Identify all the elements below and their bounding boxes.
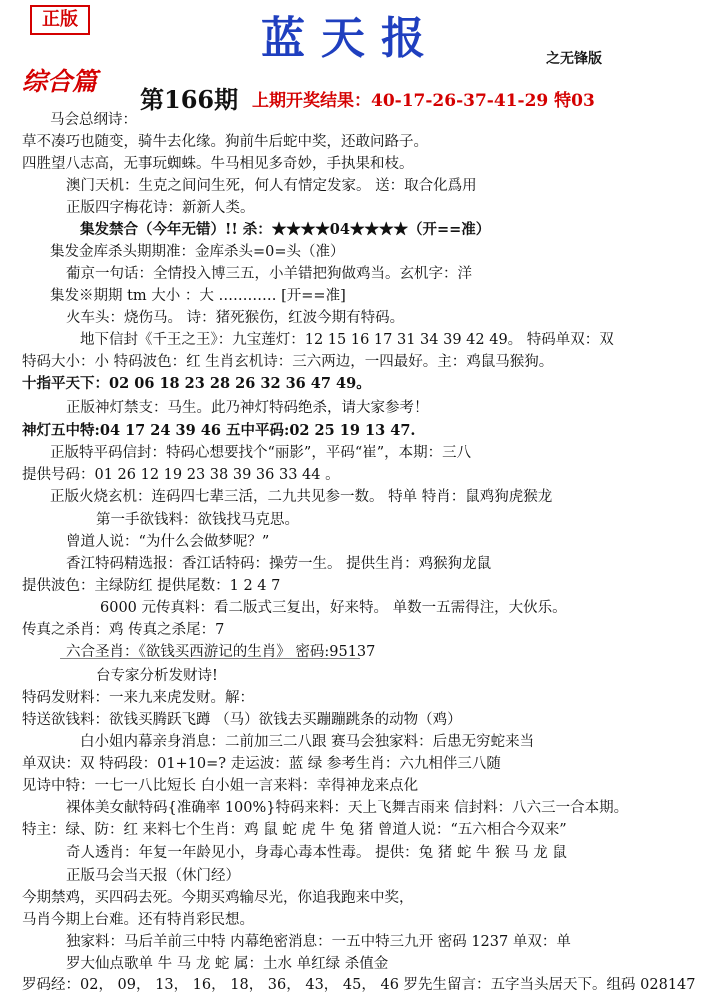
text-line: 台专家分析发财诗! [96, 668, 218, 684]
text-line: 马会总纲诗： [50, 112, 137, 128]
text-line: 澳门天机：生克之间问生死，何人有情定发家。 送：取合化爲用 [66, 178, 477, 194]
divider [60, 658, 360, 659]
text-line: 提供号码：01 26 12 19 23 38 39 36 33 44 。 [22, 467, 340, 483]
issue-number: 第166期 [140, 85, 239, 114]
text-line: 地下信封《千王之王》：九宝莲灯：12 15 16 17 31 34 39 42 49。 特码单双：双 [80, 332, 614, 348]
text-line: 罗码经：02， 09， 13， 16， 18， 36， 43， 45， 46 罗先生留言：五字当头居天下。组码 028147 [22, 977, 696, 993]
text-line: 提供波色：主绿防红 提供尾数：1 2 4 7 [22, 578, 281, 594]
text-line: 草不凑巧也随变，骑牛去化缘。狗前牛后蛇中奖，还敢问路子。 [22, 134, 428, 150]
text-line: 特码发财料：一来九来虎发财。解： [22, 690, 254, 706]
text-line: 今期禁鸡，买四码去死。今期买鸡输尽光，你追我跑来中奖， [22, 890, 414, 906]
text-line: 特码大小：小 特码波色：红 生肖玄机诗：三六两边，一四最好。主：鸡鼠马猴狗。 [22, 354, 554, 370]
text-line: 正版火烧玄机：连码四七辈三活，二九共见参一数。 特单 特肖：鼠鸡狗虎猴龙 [50, 489, 553, 505]
text-line: 马肖今期上台难。还有特肖彩民想。 [22, 912, 254, 928]
text-line: 正版四字梅花诗：新新人类。 [66, 200, 255, 216]
text-line: 六合圣肖：《欲钱买西游记的生肖》 密码:95137 [66, 644, 376, 660]
last-draw-result: 上期开奖结果：40-17-26-37-41-29 特03 [252, 91, 595, 111]
text-line: 奇人透肖：年复一年龄见小，身毒心毒本性毒。 提供：兔 猪 蛇 牛 猴 马 龙 鼠 [66, 845, 567, 861]
text-line: 见诗中特：一七一八比短长 白小姐一言来料：幸得神龙来点化 [22, 778, 419, 794]
edition-subtitle: 之无锋版 [546, 51, 602, 67]
text-line: 正版马会当天报（休门经） [66, 868, 240, 884]
page-title: 蓝天报 [261, 13, 441, 64]
text-line: 神灯五中特:04 17 24 39 46 五中平码:02 25 19 13 47. [22, 422, 416, 439]
text-line: 正版特平码信封：特码心想要找个“丽影”，平码“崔”，本期：三八 [50, 445, 472, 461]
text-line: 特主：绿、防：红 来料七个生肖：鸡 鼠 蛇 虎 牛 兔 猪 曾道人说：“五六相合今双来” [22, 822, 567, 838]
authentic-stamp: 正版 [30, 5, 90, 35]
text-line: 单双诀：双 特码段：01+10=? 走运波：蓝 绿 参考生肖：六九相伴三八随 [22, 756, 501, 772]
text-line: 集发金库杀头期期准：金库杀头=0=头（准） [50, 244, 345, 260]
text-line: 香江特码精选报：香江话特码：操劳一生。 提供生肖：鸡猴狗龙鼠 [66, 556, 492, 572]
text-line: 集发禁合（今年无错）!! 杀：★★★★04★★★★（开==准） [80, 221, 491, 238]
text-line: 葡京一句话：全情投入博三五，小羊错把狗做鸡当。玄机字：洋 [66, 266, 472, 282]
text-line: 正版神灯禁支：马生。此乃神灯特码绝杀，请大家参考！ [66, 400, 429, 416]
text-line: 四胜望八志高，无事玩蜘蛛。牛马相见多奇妙，手执果和枝。 [22, 156, 414, 172]
text-line: 十指平天下：02 06 18 23 28 26 32 36 47 49。 [22, 375, 371, 392]
text-line: 火车头：烧伤马。 诗：猪死猴伤，红波今期有特码。 [66, 310, 405, 326]
text-line: 6000 元传真料：看二版式三复出，好来特。 单数一五需得注，大伙乐。 [100, 600, 567, 616]
text-line: 集发※期期 tm 大小 ：大 ………… [开==准] [50, 288, 346, 304]
text-line: 传真之杀肖：鸡 传真之杀尾：7 [22, 622, 225, 638]
section-heading: 综合篇 [22, 67, 98, 96]
text-line: 独家料：马后羊前三中特 内幕绝密消息：一五中特三九开 密码 1237 单双：单 [66, 934, 571, 950]
text-line: 曾道人说：“为什么会做梦呢？” [66, 534, 270, 550]
text-line: 白小姐内幕亲身消息：二前加三二八跟 赛马会独家料：后患无穷蛇来当 [80, 734, 535, 750]
text-line: 裸体美女献特码{准确率 100%}特码来料：天上飞舞吉雨来 信封料：八六三一合本期。 [66, 800, 629, 816]
text-line: 第一手欲钱料：欲钱找马克思。 [96, 512, 299, 528]
text-line: 罗大仙点歌单 牛 马 龙 蛇 属：土水 单红绿 杀值金 [66, 956, 389, 972]
text-line: 特送欲钱料：欲钱买腾跃飞蹲 （马）欲钱去买蹦蹦跳条的动物（鸡） [22, 712, 462, 728]
